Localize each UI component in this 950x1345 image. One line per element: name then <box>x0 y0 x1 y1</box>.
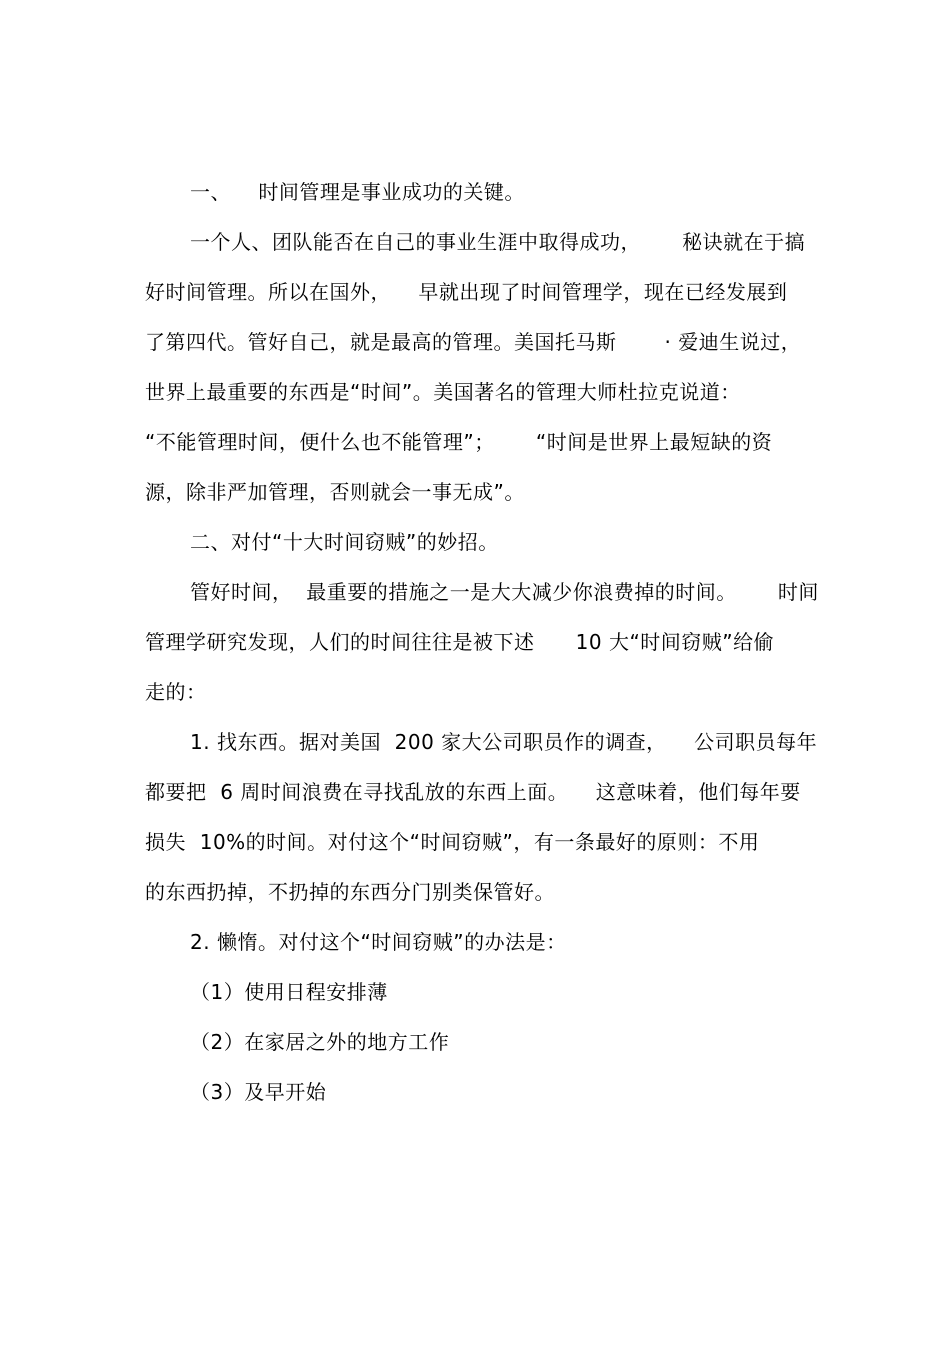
paragraph-1-line: 源，除非严加管理，否则就会一事无成”。 <box>145 480 525 504</box>
list-item-1-line: 1. 找东西。据对美国 200 家大公司职员作的调查， 公司职员每年 <box>190 730 818 754</box>
list-item-2-title: 2. 懒惰。对付这个“时间窃贼”的办法是： <box>190 930 567 954</box>
list-item-1-line: 损失 10%的时间。对付这个“时间窃贼”，有一条最好的原则：不用 <box>145 830 760 854</box>
paragraph-1-line: 好时间管理。所以在国外， 早就出现了时间管理学，现在已经发展到 <box>145 280 788 304</box>
paragraph-1-line: 一个人、团队能否在自己的事业生涯中取得成功， 秘诀就在于搞 <box>190 230 806 254</box>
paragraph-2-line: 走的： <box>145 680 207 704</box>
paragraph-1-line: 了第四代。管好自己，就是最高的管理。美国托马斯 · 爱迪生说过， <box>145 330 802 354</box>
sub-item: （1）使用日程安排薄 <box>190 980 388 1004</box>
paragraph-1-line: 世界上最重要的东西是“时间”。美国著名的管理大师杜拉克说道： <box>145 380 741 404</box>
list-item-1-line: 的东西扔掉，不扔掉的东西分门别类保管好。 <box>145 880 555 904</box>
sub-item: （3）及早开始 <box>190 1080 327 1104</box>
paragraph-1-line: “不能管理时间，便什么也不能管理”； “时间是世界上最短缺的资 <box>145 430 773 454</box>
paragraph-2-line: 管好时间， 最重要的措施之一是大大减少你浪费掉的时间。 时间 <box>190 580 819 604</box>
section-heading-1: 一、 时间管理是事业成功的关键。 <box>190 180 525 204</box>
list-item-1-line: 都要把 6 周时间浪费在寻找乱放的东西上面。 这意味着，他们每年要 <box>145 780 801 804</box>
sub-item: （2）在家居之外的地方工作 <box>190 1030 450 1054</box>
section-heading-2: 二、对付“十大时间窃贼”的妙招。 <box>190 530 499 554</box>
paragraph-2-line: 管理学研究发现，人们的时间往往是被下述 10 大“时间窃贼”给偷 <box>145 630 775 654</box>
